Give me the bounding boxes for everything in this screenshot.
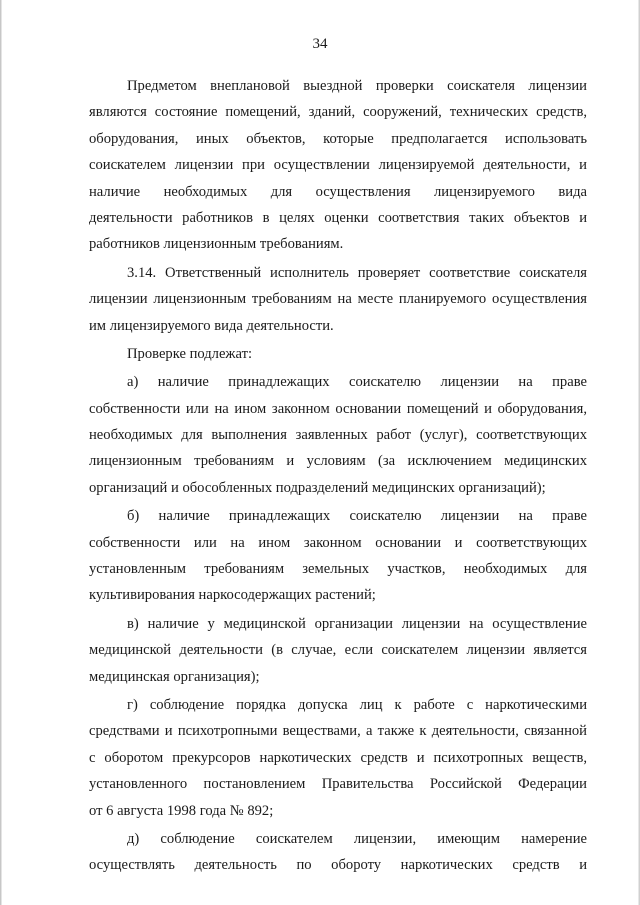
text-line: необходимых для выполнения заявленных работ (услуг), соответствующих — [89, 427, 587, 444]
text-line: организаций и обособленных подразделений медицинских организаций); — [89, 479, 546, 496]
text-line: г) соблюдение порядка допуска лиц к работе с наркотическими — [127, 696, 587, 713]
text-line: наличие необходимых для осуществления лицензируемого вида — [89, 183, 587, 200]
text-line: а) наличие принадлежащих соискателю лицензии на праве — [127, 374, 587, 391]
text-line: в) наличие у медицинской организации лицензии на осуществление — [127, 615, 587, 632]
text-line: оборудования, иных объектов, которые предполагается использовать — [89, 130, 587, 147]
text-line: б) наличие принадлежащих соискателю лицензии на праве — [127, 508, 587, 525]
paragraph — [89, 369, 587, 501]
text-line: осуществлять деятельность по обороту наркотических средств и — [89, 857, 587, 874]
text-line: являются состояние помещений, зданий, сооружений, технических средств, — [89, 104, 587, 121]
text-line: установленного постановлением Правительства Российской Федерации — [89, 776, 587, 793]
text-line: деятельности работников в целях оценки соответствия таких объектов и — [89, 209, 587, 226]
paragraph — [89, 692, 587, 824]
text-line: средствами и психотропными веществами, а также к деятельности, связанной — [89, 723, 587, 740]
paragraph — [89, 260, 587, 339]
text-line: собственности или на ином законном основании и соответствующих — [89, 534, 587, 551]
page-number: 34 — [312, 36, 328, 52]
document-body — [89, 73, 587, 881]
text-line: лицензии лицензионным требованиям на месте планируемого осуществления — [89, 291, 587, 308]
paragraph — [89, 341, 587, 367]
scan-edge-left — [0, 0, 2, 905]
paragraph — [89, 826, 587, 879]
text-line: работников лицензионным требованиям. — [89, 236, 344, 253]
text-line: 3.14. Ответственный исполнитель проверяет соответствие соискателя — [127, 264, 587, 281]
paragraph — [89, 611, 587, 690]
paragraph — [89, 73, 587, 258]
text-line: соискателем лицензии при осуществлении лицензируемой деятельности, и — [89, 157, 587, 174]
text-line: собственности или на ином законном основании помещений и оборудования, — [89, 400, 587, 417]
text-line: с оборотом прекурсоров наркотических средств и психотропных веществ, — [89, 749, 587, 766]
text-line: Предметом внеплановой выездной проверки соискателя лицензии — [127, 78, 587, 94]
text-line: культивирования наркосодержащих растений; — [89, 587, 376, 604]
paragraph — [89, 503, 587, 609]
text-line: д) соблюдение соискателем лицензии, имеющим намерение — [127, 830, 587, 847]
text-line: от 6 августа 1998 года № 892; — [89, 802, 274, 819]
text-line: Проверке подлежат: — [127, 345, 253, 362]
text-line: установленным требованиям земельных участков, необходимых для — [89, 561, 587, 578]
text-line: медицинской деятельности (в случае, если соискателем лицензии является — [89, 642, 587, 659]
text-line: им лицензируемого вида деятельности. — [89, 317, 334, 334]
text-line: медицинская организация); — [89, 668, 260, 685]
text-line: лицензионным требованиям и условиям (за исключением медицинских — [89, 453, 587, 470]
